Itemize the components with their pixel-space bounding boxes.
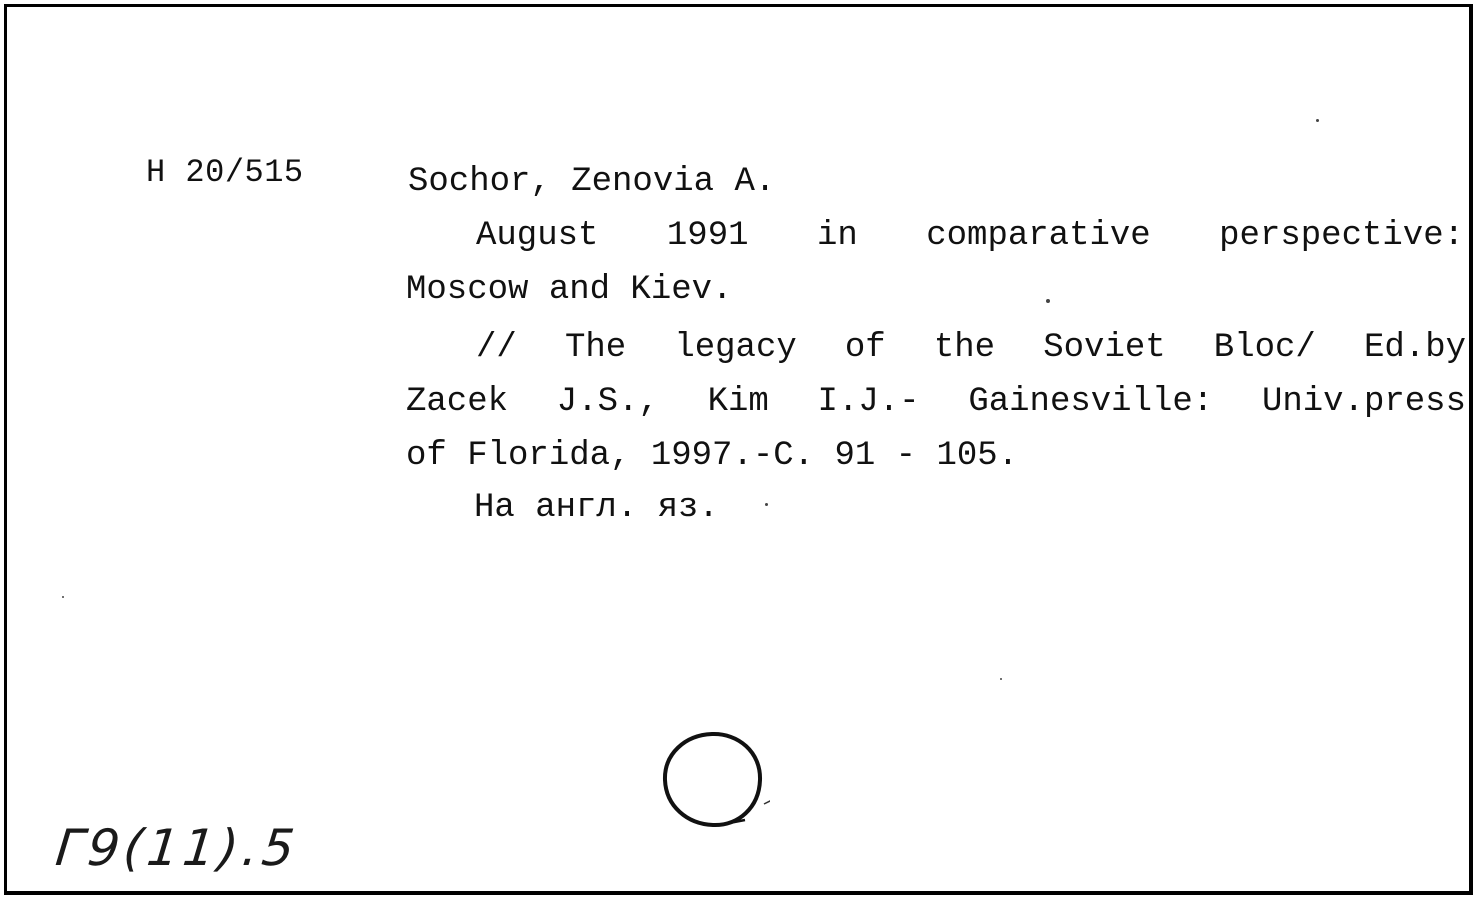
- handwritten-call-number: Г9(11).5: [52, 819, 302, 877]
- speck-dot: [765, 503, 768, 506]
- source-line-3: of Florida, 1997.-C. 91 - 105.: [406, 437, 1019, 475]
- source-line-1: // The legacy of the Soviet Bloc/ Ed.by: [476, 329, 1466, 367]
- title-line-1: August 1991 in comparative perspective:: [476, 217, 1464, 255]
- shelfmark: H 20/515: [146, 154, 304, 191]
- title-line-2: Moscow and Kiev.: [406, 271, 733, 309]
- speck-dot: [1046, 299, 1050, 303]
- source-line-2: Zacek J.S., Kim I.J.- Gainesville: Univ.press: [406, 383, 1466, 421]
- speck-dot: [62, 596, 64, 598]
- speck-dot: [1000, 678, 1002, 680]
- author-line: Sochor, Zenovia A.: [408, 163, 776, 201]
- language-note: На англ. яз.: [474, 489, 719, 527]
- hole-punch-circle-icon: [660, 730, 770, 835]
- speck-dot: [1316, 119, 1319, 122]
